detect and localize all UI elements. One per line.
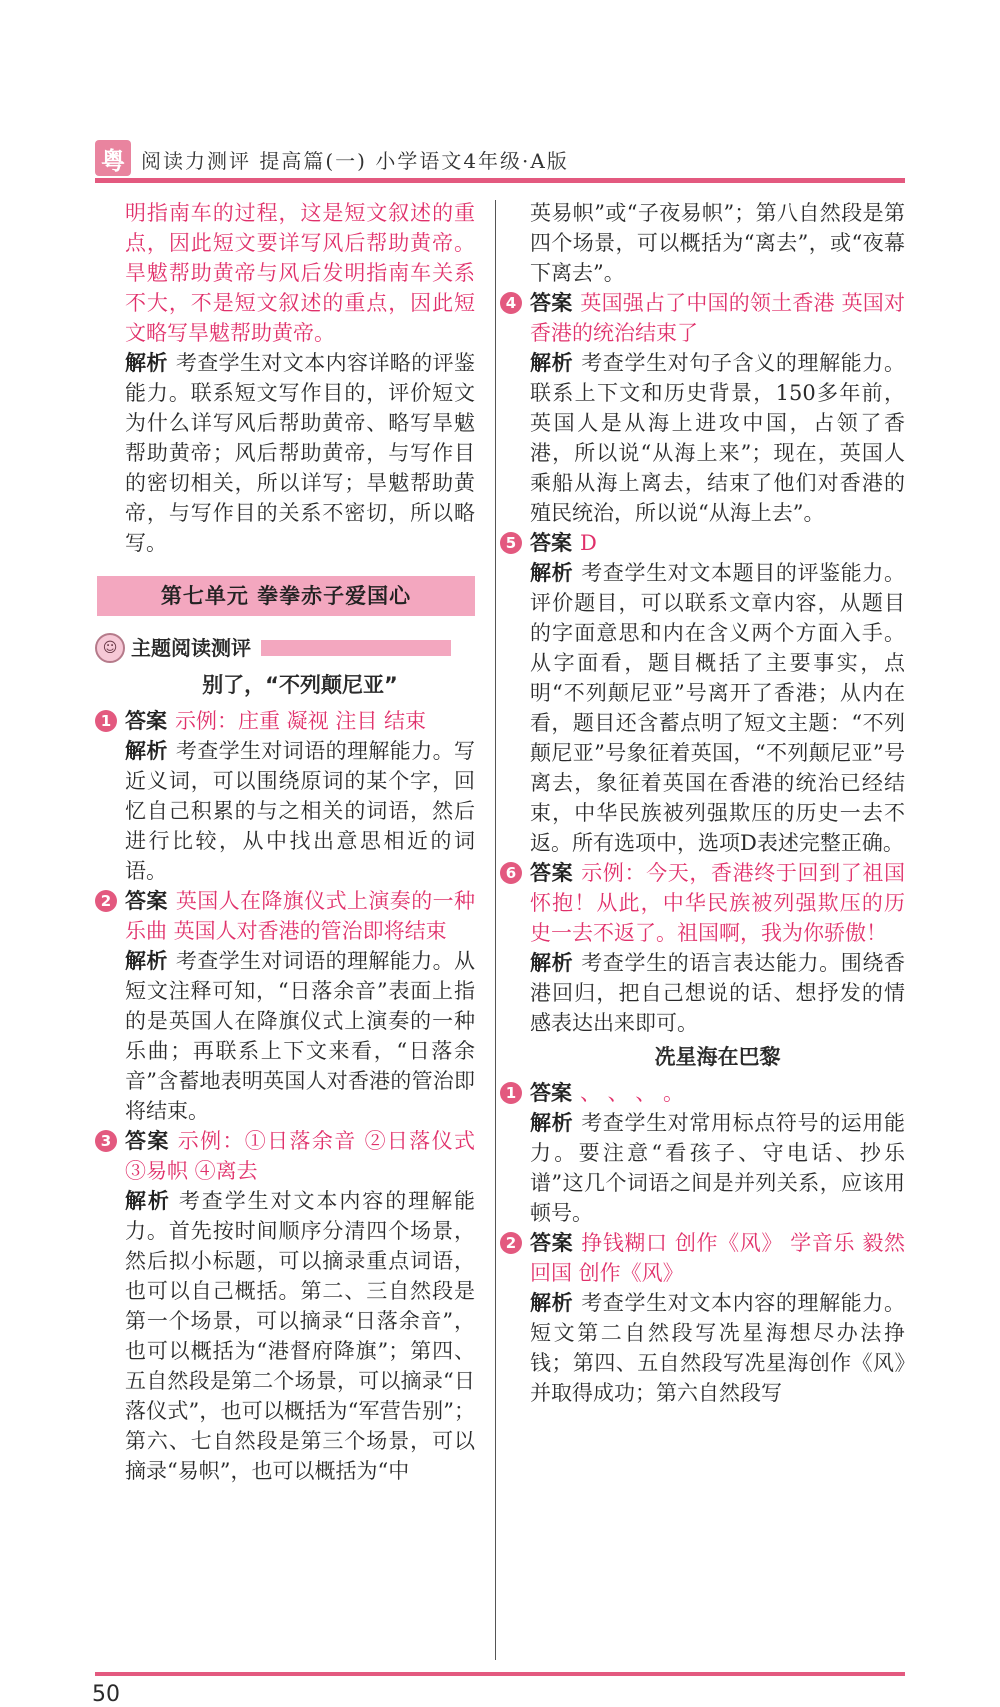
analysis-label: 解析 bbox=[530, 561, 574, 585]
column-divider bbox=[495, 200, 496, 1660]
answer-text: 挣钱糊口 创作《风》 学音乐 毅然回国 创作《风》 bbox=[530, 1231, 905, 1285]
answer-item bbox=[505, 1228, 905, 1408]
answer-label: 答案 bbox=[125, 709, 167, 733]
book-title: 阅读力测评 提高篇(一) 小学语文4年级·A版 bbox=[141, 149, 569, 173]
analysis-text: 考查学生对文本内容详略的评鉴能力。联系短文写作目的，评价短文为什么详写风后帮助黄帝、略写旱魃帮助黄帝；风后帮助黄帝，与写作目的密切相关，所以详写；旱魃帮助黄帝，与写作目的关系不密切，所以略写。 bbox=[125, 351, 476, 555]
answer-item bbox=[505, 288, 905, 528]
continued-text: 英易帜”或“子夜易帜”；第八自然段是第四个场景，可以概括为“离去”，或“夜幕下离去”。 bbox=[530, 201, 905, 285]
section-bar bbox=[261, 640, 451, 656]
answer-item bbox=[100, 706, 476, 886]
answer-text: D bbox=[580, 531, 597, 555]
answer-label: 答案 bbox=[125, 1129, 170, 1153]
answer-label: 答案 bbox=[530, 861, 574, 885]
answer-text: 英国强占了中国的领土香港 英国对香港的统治结束了 bbox=[530, 291, 905, 345]
left-column bbox=[100, 198, 476, 1486]
reader-mascot-icon: ☺ bbox=[95, 633, 125, 663]
question-number-badge: 3 bbox=[95, 1130, 117, 1152]
answer-item bbox=[505, 858, 905, 1038]
analysis-text: 考查学生对文本内容的理解能力。首先按时间顺序分清四个场景，然后拟小标题，可以摘录重点词语，也可以自己概括。第二、三自然段是第一个场景，可以摘录“日落余音”，也可以概括为“港督府降旗”；第四、五自然段是第二个场景，可以摘录“日落仪式”，也可以概括为“军营告别”；第六、七自然段是第三个场景，可以摘录“易帜”，也可以概括为“中 bbox=[125, 1189, 476, 1483]
analysis-text: 考查学生对文本题目的评鉴能力。评价题目，可以联系文章内容，从题目的字面意思和内在含义两个方面入手。从字面看，题目概括了主要事实，点明“不列颠尼亚”号离开了香港；从内在看，题目还含蓄点明了短文主题：“不列颠尼亚”号象征着英国，“不列颠尼亚”号离去，象征着英国在香港的统治已经结束，中华民族被列强欺压的历史一去不返。所有选项中，选项D表述完整正确。 bbox=[530, 561, 905, 855]
analysis-text: 考查学生对句子含义的理解能力。联系上下文和历史背景，150多年前，英国人是从海上进攻中国，占领了香港，所以说“从海上来”；现在，英国人乘船从海上离去，结束了他们对香港的殖民统治，所以说“从海上去”。 bbox=[530, 351, 905, 525]
right-column bbox=[505, 198, 905, 1408]
analysis-label: 解析 bbox=[530, 951, 574, 975]
header-divider bbox=[95, 178, 905, 183]
unit-banner: 第七单元 拳拳赤子爱国心 bbox=[97, 576, 475, 616]
publisher-logo: 粤 bbox=[95, 140, 131, 176]
answer-item bbox=[505, 1078, 905, 1228]
answer-label: 答案 bbox=[530, 1231, 574, 1255]
question-number-badge: 2 bbox=[500, 1232, 522, 1254]
analysis-label: 解析 bbox=[530, 1291, 574, 1315]
intro-continuation: 明指南车的过程，这是短文叙述的重点，因此短文要详写风后帮助黄帝。旱魃帮助黄帝与风后发明指南车关系不大，不是短文叙述的重点，因此短文略写旱魃帮助黄帝。 bbox=[125, 201, 475, 345]
article-title: 别了，“不列颠尼亚” bbox=[202, 673, 398, 697]
answer-text: 示例：庄重 凝视 注目 结束 bbox=[175, 709, 427, 733]
analysis-text: 考查学生对常用标点符号的运用能力。要注意“看孩子、守电话、抄乐谱”这几个词语之间是并列关系，应该用顿号。 bbox=[530, 1111, 905, 1225]
analysis-label: 解析 bbox=[125, 739, 168, 763]
page-number: 50 bbox=[92, 1682, 120, 1707]
answer-label: 答案 bbox=[530, 1081, 572, 1105]
analysis-label: 解析 bbox=[125, 949, 168, 973]
analysis-text: 考查学生的语言表达能力。围绕香港回归，把自己想说的话、想抒发的情感表达出来即可。 bbox=[530, 951, 905, 1035]
question-number-badge: 5 bbox=[500, 532, 522, 554]
analysis-text: 考查学生对词语的理解能力。写近义词，可以围绕原词的某个字，回忆自己积累的与之相关的词语，然后进行比较，从中找出意思相近的词语。 bbox=[125, 739, 476, 883]
intro-analysis bbox=[125, 348, 475, 558]
analysis-text: 考查学生对文本内容的理解能力。短文第二自然段写冼星海想尽办法挣钱；第四、五自然段写冼星海创作《风》并取得成功；第六自然段写 bbox=[530, 1291, 905, 1405]
question-number-badge: 1 bbox=[500, 1082, 522, 1104]
answer-label: 答案 bbox=[125, 889, 168, 913]
answer-text: 示例：①日落余音 ②日落仪式 ③易帜 ④离去 bbox=[125, 1129, 475, 1183]
page-header bbox=[95, 140, 905, 180]
article-title: 冼星海在巴黎 bbox=[654, 1045, 781, 1069]
question-number-badge: 6 bbox=[500, 862, 522, 884]
answer-item bbox=[100, 886, 476, 1126]
analysis-label: 解析 bbox=[530, 1111, 574, 1135]
answer-text: 示例：今天，香港终于回到了祖国怀抱！从此，中华民族被列强欺压的历史一去不返了。祖国啊，我为你骄傲！ bbox=[530, 861, 905, 945]
question-number-badge: 1 bbox=[95, 710, 117, 732]
answer-label: 答案 bbox=[530, 531, 572, 555]
analysis-label: 解析 bbox=[125, 1189, 171, 1213]
question-number-badge: 2 bbox=[95, 890, 117, 912]
answer-text: 英国人在降旗仪式上演奏的一种乐曲 英国人对香港的管治即将结束 bbox=[125, 889, 476, 943]
answer-text: 、 、 、 。 bbox=[580, 1081, 685, 1105]
answer-item bbox=[505, 528, 905, 858]
analysis-label: 解析 bbox=[530, 351, 574, 375]
answer-label: 答案 bbox=[530, 291, 573, 315]
section-label: 主题阅读测评 bbox=[131, 636, 251, 660]
analysis-text: 考查学生对词语的理解能力。从短文注释可知，“日落余音”表面上指的是英国人在降旗仪式上演奏的一种乐曲；再联系上下文来看，“日落余音”含蓄地表明英国人对香港的管治即将结束。 bbox=[125, 949, 476, 1123]
analysis-label: 解析 bbox=[125, 351, 168, 375]
question-number-badge: 4 bbox=[500, 292, 522, 314]
section-heading bbox=[95, 630, 475, 666]
footer-divider bbox=[95, 1672, 905, 1676]
answer-item bbox=[100, 1126, 476, 1486]
